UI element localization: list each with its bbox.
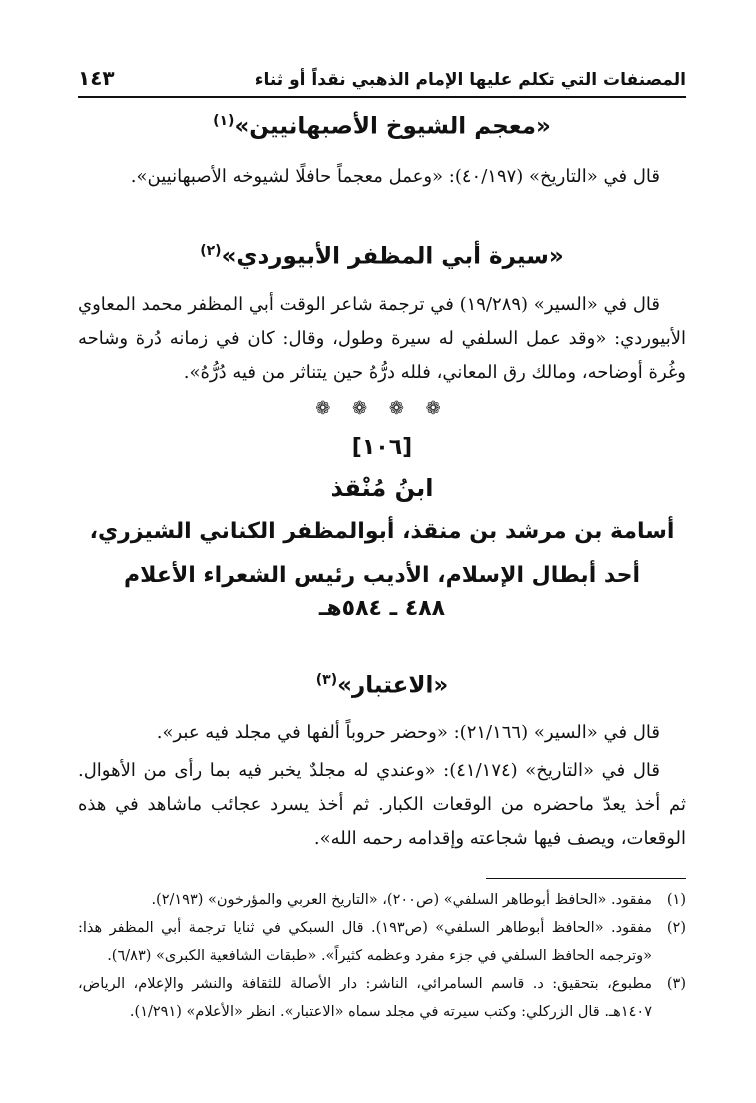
paragraph: قال في «السير» (٢١/١٦٦): «وحضر حروباً ألفها في مجلد فيه عبر».	[156, 722, 660, 743]
page-number: ١٤٣	[78, 66, 115, 90]
footnote-item	[78, 886, 686, 914]
footnote-text: مفقود. «الحافظ أبوطاهر السلفي» (ص١٩٣). قال السبكي في ثنايا ترجمة أبي المظفر هذا: «وترجمه الحافظ السلفي في جزء مفرد وعظمه كثيراً». «طبقات الشافعية الكبرى» (٦/٨٣).	[78, 920, 653, 964]
running-title: المصنفات التي تكلم عليها الإمام الذهبي نقداً أو ثناء	[254, 70, 686, 90]
entry-name: ابنُ مُنْقذ	[330, 474, 434, 502]
heading-text: «معجم الشيوخ الأصبهانيين»	[234, 113, 551, 140]
footnote-text: مفقود. «الحافظ أبوطاهر السلفي» (ص٢٠٠)، «التاريخ العربي والمؤرخون» (٢/١٩٣).	[151, 892, 652, 908]
full-name-line-1: أسامة بن مرشد بن منقذ، أبوالمظفر الكناني الشيزري،	[89, 519, 675, 544]
footnote-text: مطبوع، بتحقيق: د. قاسم السامرائي، الناشر: دار الأصالة للثقافة والنشر والإعلام، الرياض، ١٤٠٧هـ. قال الزركلي: وكتب سيرته في مجلد سماه «الاعتبار». انظر «الأعلام» (١/٢٩١).	[78, 976, 652, 1020]
footnote-item	[78, 914, 686, 970]
entry-full-name	[78, 510, 686, 598]
full-name-line-2: أحد أبطال الإسلام، الأديب رئيس الشعراء الأعلام	[123, 563, 640, 588]
paragraph: قال في «التاريخ» (٤٠/١٩٧): «وعمل معجماً حافلًا لشيوخه الأصبهانيين».	[130, 166, 660, 187]
section-heading-3	[78, 672, 686, 699]
footnote-ref-3: (٣)	[315, 672, 338, 688]
entry-dates: ٤٨٨ ـ ٥٨٤هـ	[318, 596, 446, 621]
section-2-body	[78, 288, 686, 390]
entry-number: [١٠٦]	[351, 435, 413, 460]
running-header	[78, 58, 686, 98]
separator-ornament: ❁ ❁ ❁ ❁	[315, 398, 449, 419]
section-1-body	[78, 160, 686, 194]
paragraph: قال في «التاريخ» (٤١/١٧٤): «وعندي له مجلدٌ يخبر فيه بما رأى من الأهوال. ثم أخذ يعدّ ماحضره من الوقعات الكبار. ثم أخذ يسرد عجائب ماشاهد في هذه الوقعات، ويصف فيها شجاعته وإقدامه رحمه الله».	[78, 760, 686, 849]
footnote-divider	[486, 878, 686, 879]
footnote-number: (١)	[666, 892, 686, 908]
footnote-item	[78, 970, 686, 1026]
section-heading-2	[78, 243, 686, 270]
footnote-number: (٣)	[666, 976, 686, 992]
footnote-ref-1: (١)	[213, 113, 235, 129]
section-3-body	[78, 716, 686, 856]
section-heading-1	[78, 113, 686, 140]
footnotes	[78, 886, 686, 1026]
footnote-number: (٢)	[666, 920, 686, 936]
heading-text: «سيرة أبي المظفر الأبيوردي»	[221, 243, 564, 270]
heading-text: «الاعتبار»	[337, 672, 449, 699]
footnote-ref-2: (٢)	[200, 243, 222, 259]
paragraph: قال في «السير» (١٩/٢٨٩) في ترجمة شاعر الوقت أبي المظفر محمد المعاوي الأبيوردي: «وقد عمل السلفي له سيرة وطول، وقال: كان في زمانه دُرة وشاحه وغُرة أوضاحه، ومالك رق المعاني، فلله درُّهُ حين يتناثر من فيه دُرُّهُ».	[78, 294, 686, 383]
